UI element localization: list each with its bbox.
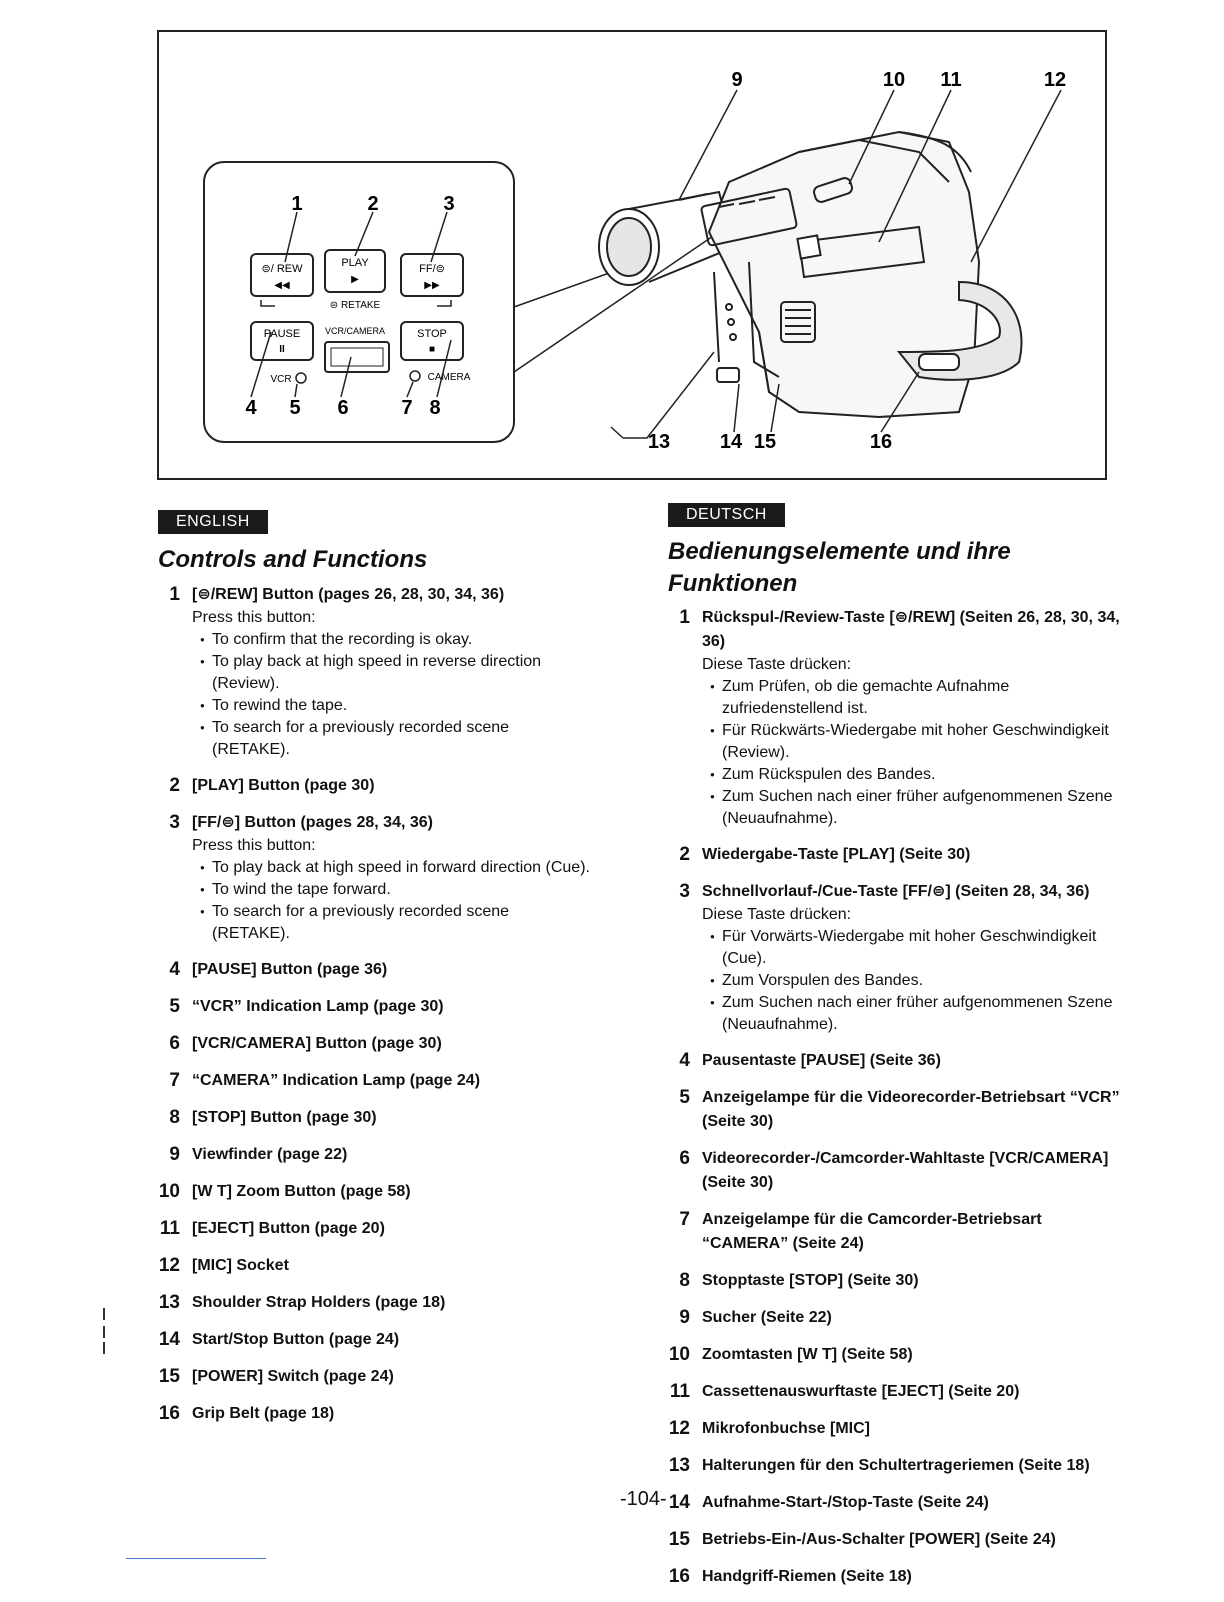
bullet-item: ● To rewind the tape. (200, 695, 590, 717)
item-title: [PAUSE] Button (page 36) (192, 961, 388, 978)
item-title: Anzeigelampe für die Videorecorder-Betriebsart “VCR” (Seite 30) (702, 1089, 1120, 1130)
item-number: 14 (668, 1492, 690, 1513)
item-number: 6 (169, 1033, 180, 1054)
list-item (660, 1269, 1130, 1293)
camcorder-body (599, 132, 1022, 417)
english-title: Controls and Functions (158, 546, 428, 573)
list-item (150, 958, 590, 982)
item-number: 8 (679, 1270, 690, 1291)
item-title: Cassettenauswurftaste [EJECT] (Seite 20) (702, 1383, 1020, 1400)
item-title: Aufnahme-Start-/Stop-Taste (Seite 24) (702, 1494, 989, 1511)
item-title: Betriebs-Ein-/Aus-Schalter [POWER] (Seite 24) (702, 1531, 1056, 1548)
label-10: 10 (882, 69, 906, 91)
vcr-camera-label: VCR/CAMERA (324, 326, 386, 336)
item-number: 8 (169, 1107, 180, 1128)
list-item (150, 1291, 590, 1315)
label-13: 13 (647, 431, 671, 453)
list-item (660, 1565, 1130, 1589)
label-5: 5 (289, 397, 301, 419)
item-number: 4 (679, 1050, 690, 1071)
label-9: 9 (731, 69, 743, 91)
list-item (660, 843, 1130, 867)
label-2: 2 (367, 193, 379, 215)
list-item (660, 1086, 1130, 1134)
bullet-item: ● To play back at high speed in reverse direction (Review). (200, 651, 590, 695)
english-tag: ENGLISH (158, 510, 268, 534)
label-1: 1 (291, 193, 303, 215)
item-number: 3 (679, 881, 690, 902)
item-number: 4 (169, 959, 180, 980)
bullet-item: ● Zum Prüfen, ob die gemachte Aufnahme zufriedenstellend ist. (710, 676, 1130, 720)
item-number: 6 (679, 1148, 690, 1169)
item-intro: Press this button: (192, 837, 316, 854)
svg-text:⊜/ REW: ⊜/ REW (261, 263, 303, 275)
pause-button (251, 322, 313, 360)
bullet-item: ● To play back at high speed in forward direction (Cue). (200, 857, 590, 879)
bullet-item: ● To search for a previously recorded scene (RETAKE). (200, 717, 590, 761)
svg-text:◀◀: ◀◀ (274, 280, 290, 291)
list-item (150, 583, 590, 761)
item-number: 10 (668, 1344, 690, 1365)
bullet-item: ● Zum Suchen nach einer früher aufgenommenen Szene (Neuaufnahme). (710, 992, 1130, 1036)
list-item (150, 1069, 590, 1093)
vcr-camera-button (325, 342, 389, 372)
label-6: 6 (337, 397, 349, 419)
list-item (150, 1143, 590, 1167)
label-14: 14 (719, 431, 743, 453)
svg-text:FF/⊜: FF/⊜ (419, 263, 445, 275)
label-3: 3 (443, 193, 455, 215)
list-item (660, 1049, 1130, 1073)
item-number: 9 (169, 1144, 180, 1165)
list-item (150, 995, 590, 1019)
list-item (660, 1208, 1130, 1256)
list-item (150, 1365, 590, 1389)
item-title: [FF/⊜] Button (pages 28, 34, 36) (192, 814, 433, 831)
vcr-lamp (296, 373, 306, 383)
item-number: 14 (158, 1329, 180, 1350)
list-item (150, 1402, 590, 1426)
item-title: Start/Stop Button (page 24) (192, 1331, 400, 1348)
rew-button (251, 254, 313, 296)
item-title: [W T] Zoom Button (page 58) (192, 1183, 411, 1200)
svg-text:PLAY: PLAY (341, 257, 369, 269)
item-number: 3 (169, 812, 180, 833)
item-number: 1 (679, 607, 690, 628)
item-title: [VCR/CAMERA] Button (page 30) (192, 1035, 442, 1052)
stop-button (401, 322, 463, 360)
list-item (150, 1032, 590, 1056)
svg-text:■: ■ (428, 344, 436, 355)
item-number: 13 (158, 1292, 180, 1313)
item-title: “CAMERA” Indication Lamp (page 24) (192, 1072, 481, 1089)
item-title: [MIC] Socket (192, 1257, 289, 1274)
margin-mark (103, 1326, 105, 1338)
item-title: Rückspul-/Review-Taste [⊜/REW] (Seiten 26, 28, 30, 34, 36) (702, 609, 1120, 650)
deutsch-item-list (660, 606, 1130, 1602)
item-title: “VCR” Indication Lamp (page 30) (192, 998, 444, 1015)
item-number: 13 (668, 1455, 690, 1476)
list-item (150, 811, 590, 945)
item-title: Wiedergabe-Taste [PLAY] (Seite 30) (702, 846, 971, 863)
item-title: Videorecorder-/Camcorder-Wahltaste [VCR/CAMERA] (Seite 30) (702, 1150, 1109, 1191)
camcorder-diagram (159, 32, 1109, 482)
list-item (660, 1491, 1130, 1515)
label-15: 15 (753, 431, 777, 453)
item-number: 12 (158, 1255, 180, 1276)
camcorder-figure (157, 30, 1107, 480)
item-title: Zoomtasten [W T] (Seite 58) (702, 1346, 913, 1363)
bottom-rule (126, 1558, 266, 1559)
item-title: Grip Belt (page 18) (192, 1405, 335, 1422)
label-4: 4 (245, 397, 257, 419)
label-12: 12 (1043, 69, 1067, 91)
bullet-item: ● To confirm that the recording is okay. (200, 629, 590, 651)
item-number: 11 (669, 1381, 690, 1402)
item-number: 5 (679, 1087, 690, 1108)
list-item (150, 1217, 590, 1241)
list-item (660, 1417, 1130, 1441)
item-number: 7 (169, 1070, 180, 1091)
svg-text:II: II (279, 344, 285, 355)
english-item-list (150, 583, 590, 1439)
item-number: 15 (158, 1366, 180, 1387)
list-item (660, 1343, 1130, 1367)
list-item (150, 1254, 590, 1278)
bullet-item: ● Für Vorwärts-Wiedergabe mit hoher Geschwindigkeit (Cue). (710, 926, 1130, 970)
item-title: Shoulder Strap Holders (page 18) (192, 1294, 446, 1311)
item-title: Anzeigelampe für die Camcorder-Betriebsart “CAMERA” (Seite 24) (702, 1211, 1042, 1252)
camera-lamp-label: CAMERA (427, 372, 471, 383)
camera-lamp (410, 371, 420, 381)
item-number: 11 (159, 1218, 180, 1239)
margin-mark (103, 1342, 105, 1354)
margin-mark (103, 1308, 105, 1320)
vcr-lamp-label: VCR (270, 374, 292, 385)
item-title: [POWER] Switch (page 24) (192, 1368, 394, 1385)
label-16: 16 (869, 431, 893, 453)
item-title: Stopptaste [STOP] (Seite 30) (702, 1272, 919, 1289)
page-number: -104- (620, 1488, 667, 1510)
play-button (325, 250, 385, 292)
item-title: [PLAY] Button (page 30) (192, 777, 375, 794)
item-number: 10 (158, 1181, 180, 1202)
item-number: 2 (169, 775, 180, 796)
list-item (660, 1147, 1130, 1195)
list-item (660, 880, 1130, 1036)
item-number: 1 (169, 584, 180, 605)
bullet-list (192, 857, 590, 945)
list-item (660, 1454, 1130, 1478)
list-item (660, 1380, 1130, 1404)
svg-text:▶▶: ▶▶ (424, 280, 440, 291)
item-number: 12 (668, 1418, 690, 1439)
deutsch-tag: DEUTSCH (668, 503, 785, 527)
item-number: 2 (679, 844, 690, 865)
bullet-list (702, 926, 1130, 1036)
item-title: Halterungen für den Schultertrageriemen (Seite 18) (702, 1457, 1090, 1474)
bullet-list (192, 629, 590, 761)
list-item (660, 1528, 1130, 1552)
item-title: [EJECT] Button (page 20) (192, 1220, 385, 1237)
item-title: Schnellvorlauf-/Cue-Taste [FF/⊜] (Seiten 28, 34, 36) (702, 883, 1090, 900)
item-title: Pausentaste [PAUSE] (Seite 36) (702, 1052, 941, 1069)
deutsch-title: Bedienungselemente und ihre Funktionen (668, 538, 1011, 597)
retake-label: ⊜ RETAKE (329, 300, 381, 311)
list-item (660, 1306, 1130, 1330)
list-item (150, 1180, 590, 1204)
bullet-item: ● Zum Suchen nach einer früher aufgenommenen Szene (Neuaufnahme). (710, 786, 1130, 830)
label-11: 11 (940, 69, 962, 91)
svg-text:▶: ▶ (351, 274, 359, 285)
item-number: 9 (679, 1307, 690, 1328)
bullet-item: ● Für Rückwärts-Wiedergabe mit hoher Geschwindigkeit (Review). (710, 720, 1130, 764)
bullet-item: ● Zum Vorspulen des Bandes. (710, 970, 1130, 992)
item-number: 16 (668, 1566, 690, 1587)
bullet-list (702, 676, 1130, 830)
item-title: [⊜/REW] Button (pages 26, 28, 30, 34, 36) (192, 586, 505, 603)
list-item (660, 606, 1130, 830)
item-number: 16 (158, 1403, 180, 1424)
svg-text:PAUSE: PAUSE (263, 328, 301, 340)
list-item (150, 774, 590, 798)
item-intro: Diese Taste drücken: (702, 656, 852, 673)
bullet-item: ● To wind the tape forward. (200, 879, 590, 901)
bullet-item: ● Zum Rückspulen des Bandes. (710, 764, 1130, 786)
item-number: 15 (668, 1529, 690, 1550)
label-8: 8 (429, 397, 441, 419)
bullet-item: ● To search for a previously recorded scene (RETAKE). (200, 901, 590, 945)
item-intro: Press this button: (192, 609, 316, 626)
list-item (150, 1106, 590, 1130)
item-title: [STOP] Button (page 30) (192, 1109, 377, 1126)
item-title: Sucher (Seite 22) (702, 1309, 832, 1326)
svg-text:STOP: STOP (417, 328, 447, 340)
list-item (150, 1328, 590, 1352)
item-title: Viewfinder (page 22) (192, 1146, 348, 1163)
item-title: Handgriff-Riemen (Seite 18) (702, 1568, 912, 1585)
item-number: 7 (679, 1209, 690, 1230)
item-title: Mikrofonbuchse [MIC] (702, 1420, 870, 1437)
item-intro: Diese Taste drücken: (702, 906, 852, 923)
item-number: 5 (169, 996, 180, 1017)
label-7: 7 (401, 397, 413, 419)
